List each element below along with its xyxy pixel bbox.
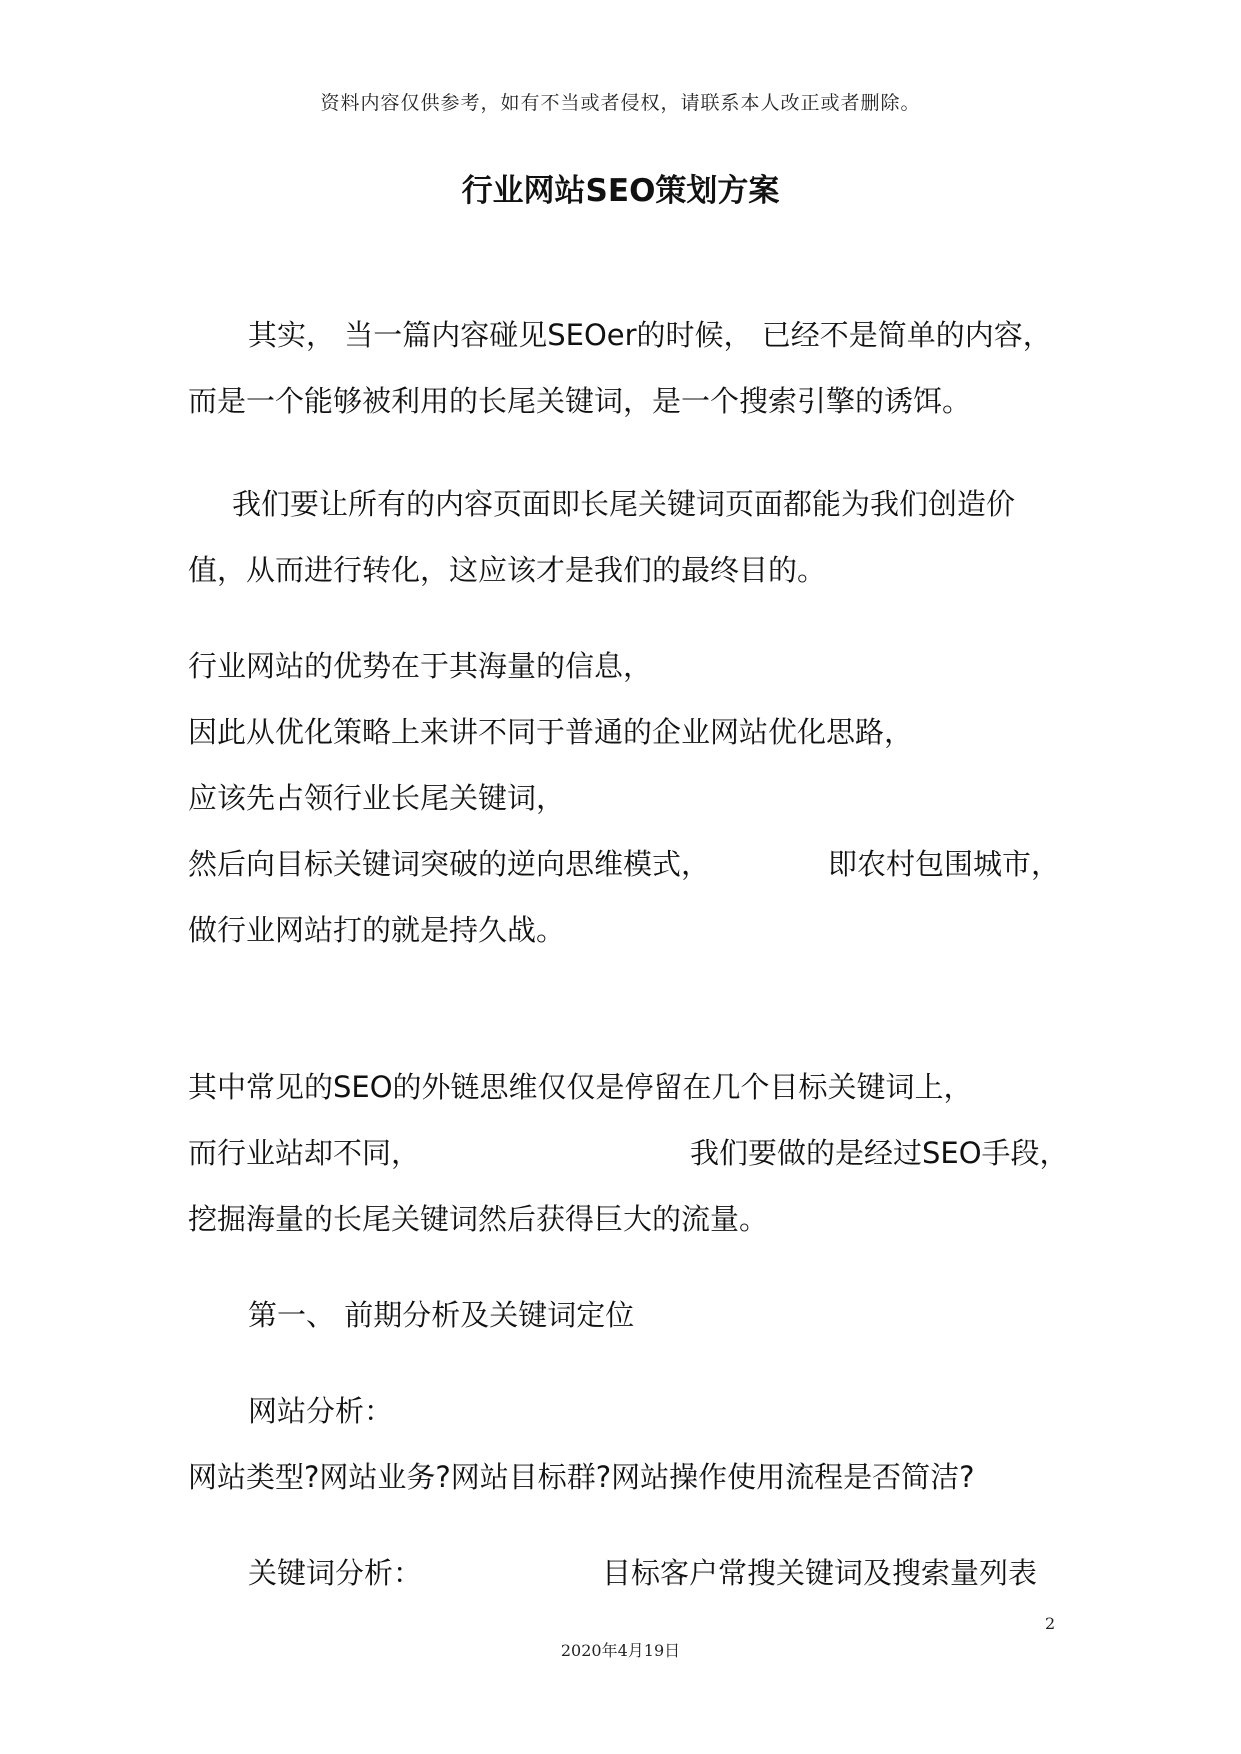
footer-date: 2020年4月19日: [560, 1641, 681, 1660]
paragraph-line-1: 其实， 当一篇内容碰见SEOer的时候， 已经不是简单的内容，: [248, 318, 1052, 352]
paragraph-line-14-right: 目标客户常搜关键词及搜索量列表: [602, 1556, 1038, 1590]
subheading-site-analysis: 网站分析：: [248, 1394, 394, 1428]
document-title: 行业网站SEO策划方案: [461, 173, 780, 209]
paragraph-line-8: 然后向目标关键词突破的逆向思维模式，: [188, 847, 711, 881]
paragraph-line-6: 因此从优化策略上来讲不同于普通的企业网站优化思路，: [188, 715, 914, 749]
paragraph-line-7: 应该先占领行业长尾关键词，: [188, 781, 566, 815]
page-number: 2: [1045, 1614, 1056, 1633]
paragraph-line-11: 而行业站却不同，: [188, 1136, 421, 1170]
paragraph-line-10: 其中常见的SEO的外链思维仅仅是停留在几个目标关键词上，: [188, 1070, 973, 1104]
paragraph-line-9: 做行业网站打的就是持久战。: [188, 913, 566, 947]
paragraph-line-13: 网站类型?网站业务?网站目标群?网站操作使用流程是否简洁?: [188, 1460, 975, 1494]
subheading-keyword-analysis: 关键词分析：: [248, 1556, 423, 1590]
paragraph-line-8-right: 即农村包围城市，: [828, 847, 1061, 881]
paragraph-line-5: 行业网站的优势在于其海量的信息，: [188, 649, 653, 683]
paragraph-line-3: 我们要让所有的内容页面即长尾关键词页面都能为我们创造价: [232, 487, 1016, 521]
section-heading-1: 第一、 前期分析及关键词定位: [248, 1298, 635, 1332]
disclaimer-header: 资料内容仅供参考，如有不当或者侵权，请联系本人改正或者删除。: [320, 92, 921, 114]
paragraph-line-12: 挖掘海量的长尾关键词然后获得巨大的流量。: [188, 1202, 769, 1236]
paragraph-line-11-right: 我们要做的是经过SEO手段，: [690, 1136, 1069, 1170]
paragraph-line-2: 而是一个能够被利用的长尾关键词，是一个搜索引擎的诱饵。: [188, 384, 972, 418]
paragraph-line-4: 值，从而进行转化，这应该才是我们的最终目的。: [188, 553, 827, 587]
